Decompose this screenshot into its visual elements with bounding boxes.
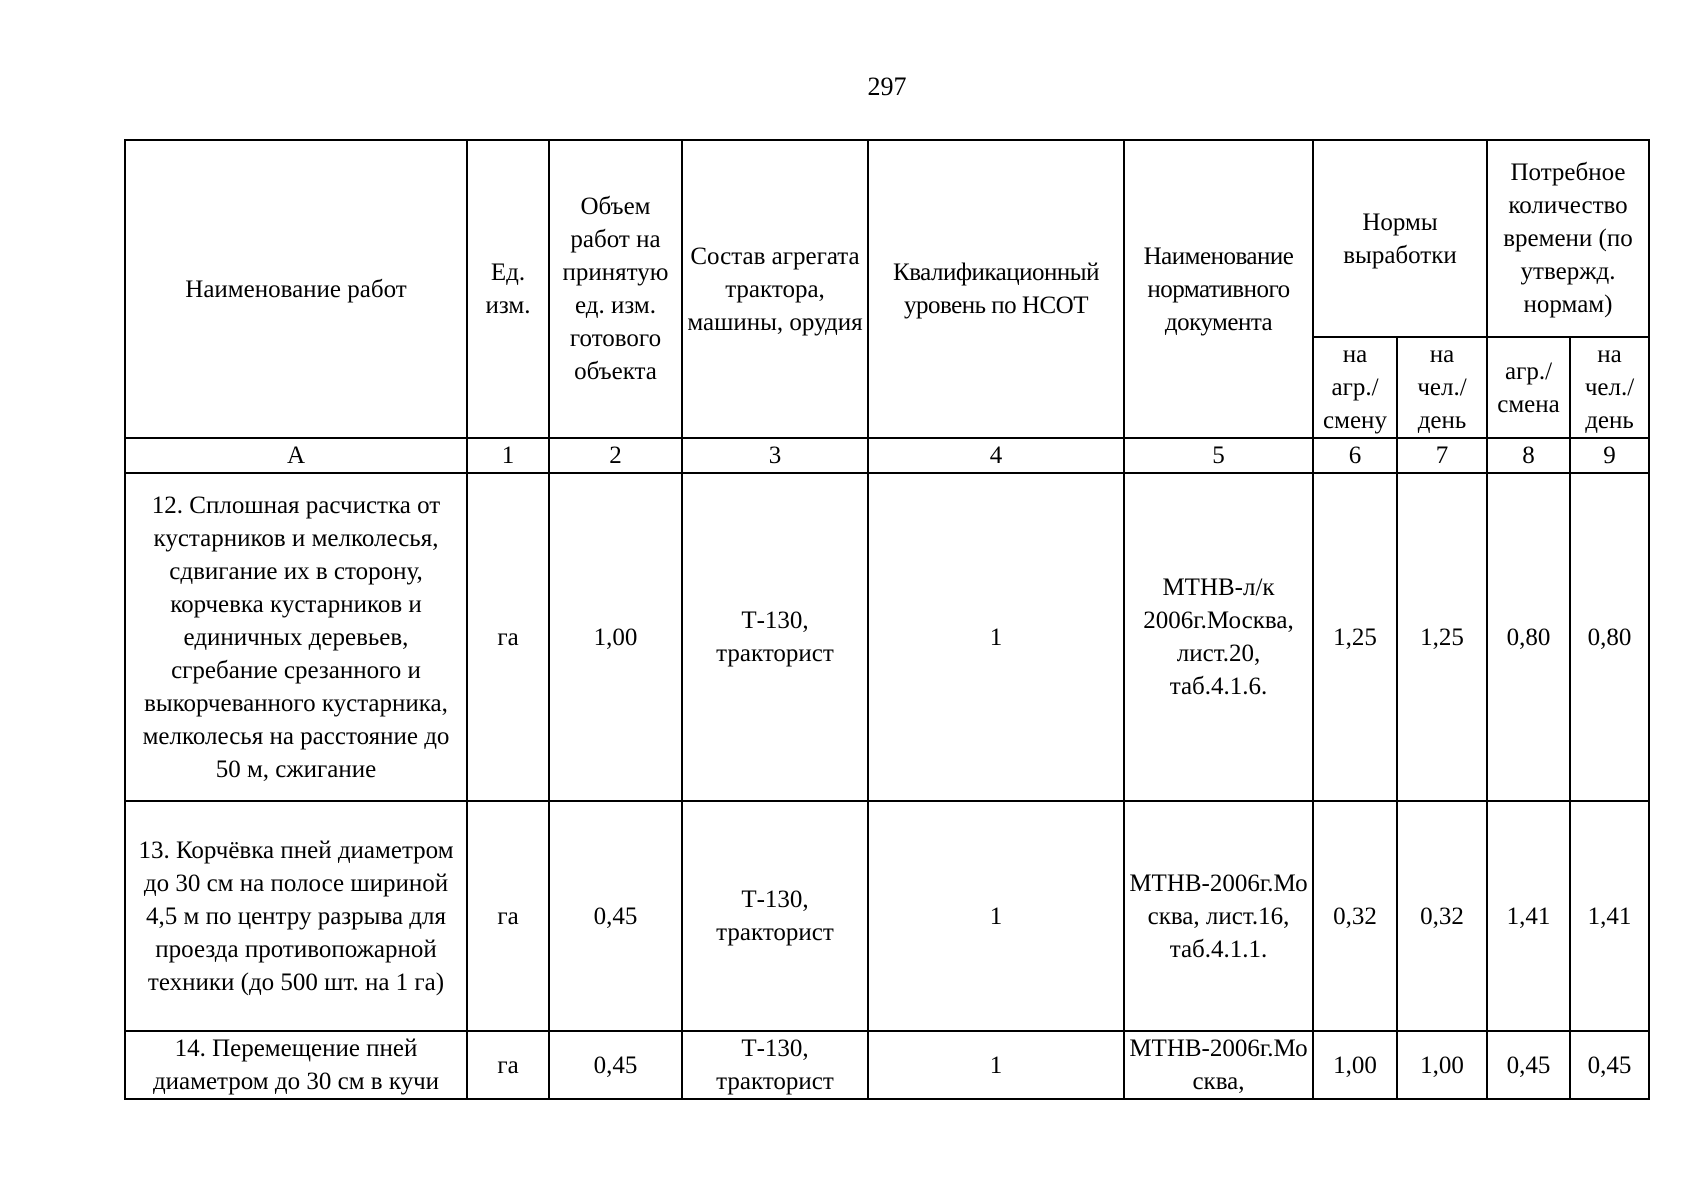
time-shift-cell: 0,45 (1487, 1031, 1570, 1099)
norm-shift-cell: 1,25 (1313, 473, 1397, 801)
header-volume: Объем работ на принятую ед. изм. готового объекта (549, 140, 682, 438)
qualification-cell: 1 (868, 473, 1124, 801)
work-name-cell: 14. Перемещение пней диаметром до 30 см в кучи (125, 1031, 467, 1099)
composition-cell: Т-130, тракторист (682, 801, 868, 1031)
time-day-cell: 1,41 (1570, 801, 1649, 1031)
time-shift-cell: 0,80 (1487, 473, 1570, 801)
qualification-cell: 1 (868, 1031, 1124, 1099)
column-index-cell: 7 (1397, 438, 1487, 473)
volume-cell: 1,00 (549, 473, 682, 801)
norm-day-cell: 0,32 (1397, 801, 1487, 1031)
column-index-cell: 6 (1313, 438, 1397, 473)
time-day-cell: 0,80 (1570, 473, 1649, 801)
header-norms: Нормы выработки (1313, 140, 1487, 337)
column-index-cell: 9 (1570, 438, 1649, 473)
column-index-cell: 8 (1487, 438, 1570, 473)
volume-cell: 0,45 (549, 1031, 682, 1099)
norm-day-cell: 1,00 (1397, 1031, 1487, 1099)
work-norms-table (124, 139, 1650, 1100)
header-unit: Ед. изм. (467, 140, 549, 438)
time-shift-cell: 1,41 (1487, 801, 1570, 1031)
time-day-cell: 0,45 (1570, 1031, 1649, 1099)
page-number: 297 (867, 72, 907, 101)
header-time-per-shift: агр./ смена (1487, 337, 1570, 438)
unit-cell: га (467, 1031, 549, 1099)
document-cell: МТНВ-2006г.Москва, (1124, 1031, 1313, 1099)
document-cell: МТНВ-2006г.Москва, лист.16, таб.4.1.1. (1124, 801, 1313, 1031)
header-document: Наименование нормативного документа (1124, 140, 1313, 438)
unit-cell: га (467, 473, 549, 801)
column-index-cell: А (125, 438, 467, 473)
composition-cell: Т-130, тракторист (682, 1031, 868, 1099)
volume-cell: 0,45 (549, 801, 682, 1031)
work-name-cell: 12. Сплошная расчистка от кустарников и мелколесья, сдвигание их в сторону, корчевка кустарников и единичных деревьев, сгребание срезанного и выкорчеванного кустарника, мелколесья на расстояние до 50 м, сжигание (125, 473, 467, 801)
column-index-cell: 1 (467, 438, 549, 473)
column-index-cell: 3 (682, 438, 868, 473)
composition-cell: Т-130, тракторист (682, 473, 868, 801)
document-cell: МТНВ-л/к 2006г.Москва, лист.20, таб.4.1.6. (1124, 473, 1313, 801)
unit-cell: га (467, 801, 549, 1031)
table-row (125, 801, 1649, 1031)
table-row (125, 1031, 1649, 1099)
header-composition: Состав агрегата трактора, машины, орудия (682, 140, 868, 438)
qualification-cell: 1 (868, 801, 1124, 1031)
norm-day-cell: 1,25 (1397, 473, 1487, 801)
norm-shift-cell: 0,32 (1313, 801, 1397, 1031)
column-index-row (125, 438, 1649, 473)
header-norms-per-shift: на агр./ смену (1313, 337, 1397, 438)
column-index-cell: 2 (549, 438, 682, 473)
table-row (125, 473, 1649, 801)
column-index-cell: 5 (1124, 438, 1313, 473)
column-index-cell: 4 (868, 438, 1124, 473)
table-header-row (125, 140, 1649, 337)
header-time: Потребное количество времени (по утвержд. нормам) (1487, 140, 1649, 337)
norm-shift-cell: 1,00 (1313, 1031, 1397, 1099)
header-qualification: Квалификационный уровень по НСОТ (868, 140, 1124, 438)
header-time-per-day: на чел./ день (1570, 337, 1649, 438)
work-name-cell: 13. Корчёвка пней диаметром до 30 см на полосе шириной 4,5 м по центру разрыва для проезда противопожарной техники (до 500 шт. на 1 га) (125, 801, 467, 1031)
header-norms-per-day: на чел./ день (1397, 337, 1487, 438)
header-work-name: Наименование работ (125, 140, 467, 438)
